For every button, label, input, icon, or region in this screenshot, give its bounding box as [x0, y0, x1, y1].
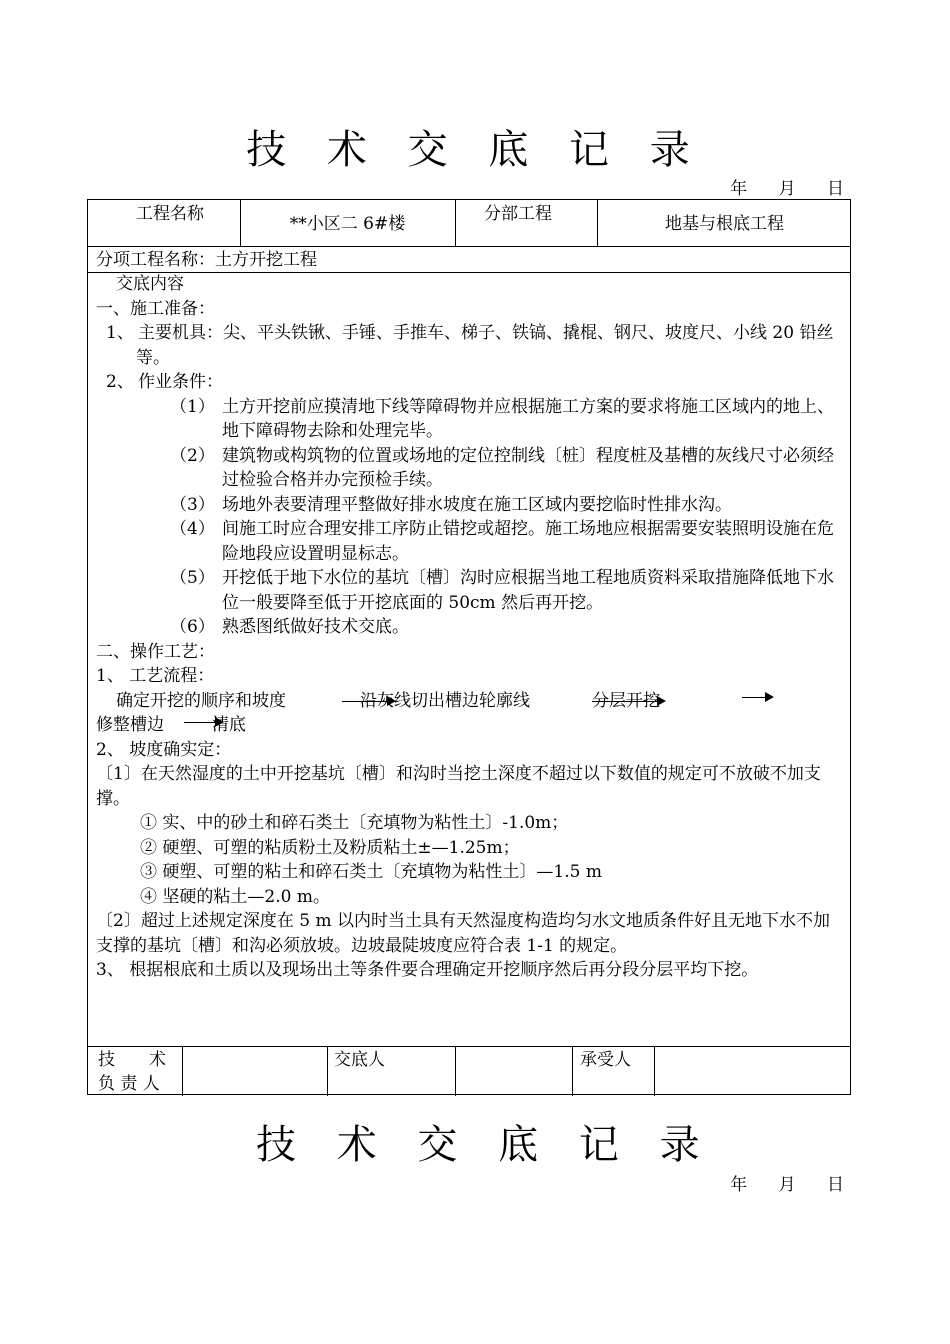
disclosure-form [87, 199, 851, 1095]
prep-item [96, 321, 842, 370]
slope-item: ④ 坚硬的粘土—2.0 m。 [140, 886, 330, 907]
flow-step: 沿灰线切出槽边轮廓线 [360, 690, 530, 711]
slope-title: 2、 坡度确实定： [96, 739, 232, 760]
division-value: 地基与根底工程 [665, 214, 784, 234]
discloser-label: 交底人 [334, 1050, 385, 1070]
item-text: 间施工时应合理安排工序防止错挖或超挖。施工场地应根据需要安装照明设施在危险地段应设置明显标志。 [222, 519, 834, 564]
item-number: （6） [170, 617, 215, 637]
date-line-repeat: 年 月 日 [730, 1175, 846, 1195]
tech-lead-label-line1: 技 术 [98, 1050, 166, 1070]
prep-title: 一、施工准备： [96, 298, 215, 319]
item-number: （5） [170, 568, 215, 588]
item-text: 场地外表要清理平整做好排水坡度在施工区域内要挖临时性排水沟。 [222, 494, 732, 515]
flow-step: 修整槽边 [96, 715, 164, 735]
condition-item [96, 517, 842, 566]
condition-item [96, 444, 842, 493]
item-text: 土方开挖前应摸清地下线等障碍物并应根据施工方案的要求将施工区域内的地上、地下障碍物去除和处理完毕。 [222, 396, 834, 441]
col-divider [327, 1046, 328, 1096]
flow-arrow-icon [742, 697, 772, 698]
slope-paragraph: 〔2〕超过上述规定深度在 5 m 以内时当土具有天然湿度构造均匀水文地质条件好且无地下水不加支撑的基坑〔槽〕和沟必须放坡。边坡最陡坡度应符合表 1-1 的规定。 [96, 911, 830, 956]
tech-lead-label-line2: 负 责 人 [98, 1074, 160, 1094]
col-divider [455, 200, 456, 246]
item-text: 建筑物或构筑物的位置或场地的定位控制线〔桩〕程度桩及基槽的灰线尺寸必须经过检验合格并办完预检手续。 [222, 445, 834, 490]
project-name-value: **小区二 6#楼 [289, 214, 406, 234]
receiver-label: 承受人 [580, 1050, 631, 1070]
flow-step: 清底 [212, 715, 246, 735]
flow-step: 分层开挖 [592, 690, 660, 711]
slope-item: ② 硬塑、可塑的粘质粉土及粉质粘土±—1.25m； [140, 837, 520, 858]
condition-item [96, 615, 842, 640]
process-flow-line [96, 713, 842, 738]
item-text: 开挖低于地下水位的基坑〔槽〕沟时应根据当地工程地质资料采取措施降低地下水位一般要降至低于开挖底面的 50cm 然后再开挖。 [222, 568, 834, 613]
content-heading: 交底内容 [116, 274, 184, 294]
item-number: （1） [170, 396, 215, 417]
slope-item: ③ 硬塑、可塑的粘土和碎石类土〔充填物为粘性土〕—1.5 m [140, 862, 602, 882]
item-number: （2） [170, 445, 215, 466]
item-number: （4） [170, 519, 215, 539]
slope-paragraph: 〔1〕在天然湿度的土中开挖基坑〔槽〕和沟时当挖土深度不超过以下数值的规定可不放破不加支撑。 [96, 764, 821, 809]
condition-item [96, 493, 842, 518]
item-number: 2、 [106, 372, 134, 392]
row-divider [88, 246, 850, 247]
condition-item [96, 566, 842, 615]
item-number: 1、 [106, 323, 134, 343]
ops-title: 二、操作工艺： [96, 641, 215, 662]
flow-arrow-icon [592, 701, 664, 702]
item-text: 作业条件： [138, 372, 223, 392]
subitem-name: 分项工程名称：土方开挖工程 [96, 250, 317, 270]
condition-item [96, 395, 842, 444]
col-divider [572, 1046, 573, 1096]
prep-item [96, 370, 842, 395]
item-text: 主要机具：尖、平头铁锹、手锤、手推车、梯子、铁镐、撬棍、钢尺、坡度尺、小线 20 铅丝等。 [136, 323, 834, 368]
process-flow-line [96, 689, 842, 714]
flow-title: 1、 工艺流程： [96, 666, 215, 686]
document-title-repeat: 技 术 交 底 记 录 [256, 1122, 714, 1168]
final-item: 3、 根据根底和土质以及现场出土等条件要合理确定开挖顺序然后再分段分层平均下挖。 [96, 960, 759, 980]
col-divider [455, 1046, 456, 1096]
flow-step: 确定开挖的顺序和坡度 [116, 690, 286, 711]
item-number: （3） [170, 494, 215, 515]
document-title: 技 术 交 底 记 录 [246, 127, 704, 173]
item-text: 熟悉图纸做好技术交底。 [222, 617, 409, 637]
row-divider [88, 1046, 850, 1047]
col-divider [654, 1046, 655, 1096]
date-line: 年 月 日 [730, 179, 846, 199]
division-label: 分部工程 [484, 204, 552, 224]
col-divider [182, 1046, 183, 1096]
disclosure-content [96, 272, 842, 983]
project-name-label: 工程名称 [136, 204, 204, 224]
slope-item: ① 实、中的砂土和碎石类土〔充填物为粘性土〕-1.0m； [140, 813, 569, 833]
